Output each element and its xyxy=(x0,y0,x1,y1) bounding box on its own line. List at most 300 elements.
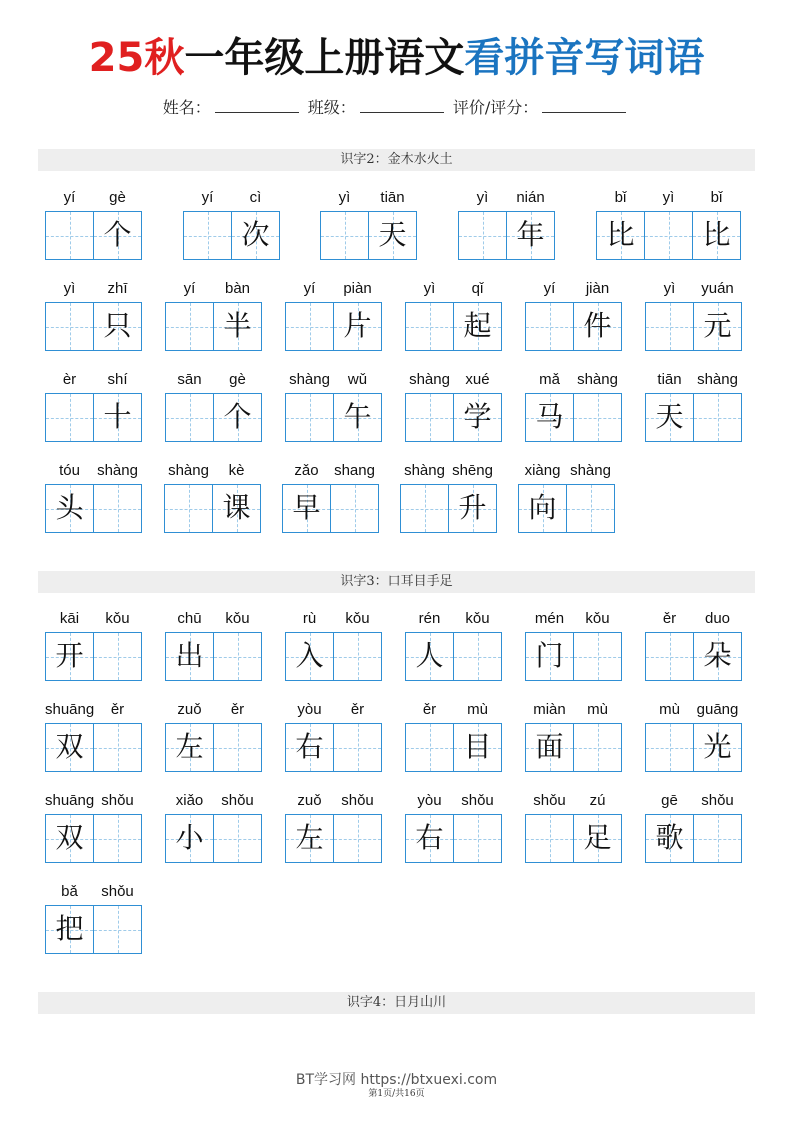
pinyin-label: yòu xyxy=(297,701,322,718)
pinyin-label: kǒu xyxy=(105,610,130,627)
pinyin-label: yì xyxy=(663,280,676,297)
tianzige-cell[interactable] xyxy=(405,814,454,863)
tianzige-cell[interactable] xyxy=(405,393,454,442)
given-character: 光 xyxy=(703,730,732,763)
tianzige-cell[interactable] xyxy=(573,632,622,681)
pinyin-label: qǐ xyxy=(471,280,484,297)
tianzige-cell[interactable] xyxy=(45,723,94,772)
pinyin-label: shí xyxy=(107,371,128,388)
blank-character xyxy=(526,303,573,350)
blank-character xyxy=(46,303,93,350)
word-item xyxy=(525,608,622,682)
tianzige-cell[interactable] xyxy=(573,814,622,863)
pinyin-label: chū xyxy=(177,610,202,627)
tianzige-cell[interactable] xyxy=(333,302,382,351)
blank-character xyxy=(574,633,621,680)
given-character: 午 xyxy=(343,400,372,433)
tianzige-cell[interactable] xyxy=(320,211,369,260)
pinyin-label: shǒu xyxy=(101,883,134,900)
pinyin-label: xué xyxy=(465,371,490,388)
blank-character xyxy=(94,815,141,862)
pinyin-label: kǒu xyxy=(345,610,370,627)
pinyin-label: shàng xyxy=(97,462,138,479)
pinyin-label: yì xyxy=(63,280,76,297)
pinyin-label: duo xyxy=(704,610,731,627)
word-item xyxy=(645,699,742,773)
tianzige-cell[interactable] xyxy=(93,723,142,772)
section-heading-3: 识字4：日月山川 xyxy=(38,992,755,1014)
word-item xyxy=(183,187,280,261)
word-item xyxy=(45,187,142,261)
tianzige-cell[interactable] xyxy=(458,211,507,260)
word-item xyxy=(285,608,382,682)
blank-character xyxy=(694,394,741,441)
blank-character xyxy=(406,394,453,441)
blank-character xyxy=(286,394,333,441)
pinyin-label: zú xyxy=(589,792,606,809)
tianzige-cell[interactable] xyxy=(93,211,142,260)
pinyin-label: shǒu xyxy=(221,792,254,809)
blank-character xyxy=(526,815,573,862)
pinyin-label: gè xyxy=(229,371,246,388)
pinyin-label: ěr xyxy=(110,701,125,718)
tianzige-cell[interactable] xyxy=(45,302,94,351)
blank-character xyxy=(46,394,93,441)
given-character: 起 xyxy=(463,309,492,342)
blank-character xyxy=(459,212,506,259)
page-number: 第1页/共16页 xyxy=(368,1089,425,1099)
given-character: 件 xyxy=(583,309,612,342)
tianzige-cell[interactable] xyxy=(453,723,502,772)
pinyin-label: kǒu xyxy=(225,610,250,627)
given-character: 双 xyxy=(55,730,84,763)
tianzige-cell[interactable] xyxy=(506,211,555,260)
tianzige-cell[interactable] xyxy=(285,302,334,351)
pinyin-label: shǒu xyxy=(701,792,734,809)
pinyin-label: jiàn xyxy=(585,280,610,297)
title-grade: 一年级上册语文 xyxy=(184,35,465,81)
blank-character xyxy=(94,724,141,771)
given-character: 开 xyxy=(55,639,84,672)
pinyin-label: piàn xyxy=(343,280,372,297)
word-item xyxy=(45,881,142,955)
blank-character xyxy=(574,724,621,771)
blank-character xyxy=(331,485,378,532)
pinyin-label: mù xyxy=(587,701,608,718)
pinyin-label: yì xyxy=(423,280,436,297)
pinyin-label: bàn xyxy=(224,280,251,297)
tianzige-cell[interactable] xyxy=(93,814,142,863)
section-heading-1: 识字2：金木水火土 xyxy=(38,149,755,171)
blank-character xyxy=(646,724,693,771)
pinyin-label: shang xyxy=(334,462,375,479)
pinyin-label: rén xyxy=(418,610,441,627)
pinyin-label: zhī xyxy=(107,280,128,297)
given-character: 个 xyxy=(223,400,252,433)
pinyin-label: cì xyxy=(249,189,262,206)
tianzige-cell[interactable] xyxy=(93,302,142,351)
tianzige-cell[interactable] xyxy=(165,393,214,442)
tianzige-cell[interactable] xyxy=(333,393,382,442)
pinyin-label: tiān xyxy=(380,189,405,206)
tianzige-cell[interactable] xyxy=(525,632,574,681)
tianzige-cell[interactable] xyxy=(453,302,502,351)
tianzige-cell[interactable] xyxy=(93,632,142,681)
blank-character xyxy=(94,633,141,680)
given-character: 升 xyxy=(458,491,487,524)
pinyin-label: kǒu xyxy=(585,610,610,627)
tianzige-cell[interactable] xyxy=(45,393,94,442)
tianzige-cell[interactable] xyxy=(525,393,574,442)
given-character: 十 xyxy=(103,400,132,433)
tianzige-cell[interactable] xyxy=(405,723,454,772)
pinyin-label: nián xyxy=(516,189,545,206)
blank-character xyxy=(286,303,333,350)
pinyin-label: shàng xyxy=(168,462,209,479)
pinyin-label: shǒu xyxy=(341,792,374,809)
given-character: 次 xyxy=(241,218,270,251)
tianzige-cell[interactable] xyxy=(453,814,502,863)
pinyin-label: kāi xyxy=(59,610,80,627)
blank-character xyxy=(166,394,213,441)
given-character: 半 xyxy=(223,309,252,342)
word-item xyxy=(45,790,142,864)
given-character: 课 xyxy=(222,491,251,524)
pinyin-label: yì xyxy=(662,189,675,206)
tianzige-cell[interactable] xyxy=(285,814,334,863)
pinyin-label: shǒu xyxy=(101,792,134,809)
word-item xyxy=(165,278,262,352)
tianzige-cell[interactable] xyxy=(165,814,214,863)
tianzige-cell[interactable] xyxy=(333,632,382,681)
pinyin-label: zuǒ xyxy=(297,792,322,809)
given-character: 早 xyxy=(292,491,321,524)
given-character: 入 xyxy=(295,639,324,672)
pinyin-label: xiǎo xyxy=(175,792,204,809)
blank-character xyxy=(214,724,261,771)
pinyin-label: yí xyxy=(303,280,316,297)
word-item xyxy=(525,699,622,773)
given-character: 片 xyxy=(343,309,372,342)
tianzige-cell[interactable] xyxy=(231,211,280,260)
pinyin-label: shàng xyxy=(404,462,445,479)
pinyin-label: zuǒ xyxy=(177,701,202,718)
given-character: 左 xyxy=(175,730,204,763)
given-character: 歌 xyxy=(655,821,684,854)
given-character: 足 xyxy=(583,821,612,854)
blank-character xyxy=(645,212,692,259)
given-character: 头 xyxy=(55,491,84,524)
tianzige-cell[interactable] xyxy=(212,484,261,533)
pinyin-label: yí xyxy=(63,189,76,206)
tianzige-cell[interactable] xyxy=(573,393,622,442)
pinyin-label: gè xyxy=(109,189,126,206)
blank-character xyxy=(406,303,453,350)
given-character: 小 xyxy=(175,821,204,854)
blank-character xyxy=(454,815,501,862)
pinyin-label: yì xyxy=(476,189,489,206)
tianzige-cell[interactable] xyxy=(213,632,262,681)
tianzige-cell[interactable] xyxy=(93,484,142,533)
given-character: 门 xyxy=(535,639,564,672)
given-character: 面 xyxy=(535,730,564,763)
blank-character xyxy=(334,724,381,771)
pinyin-label: sān xyxy=(177,371,202,388)
blank-character xyxy=(567,485,614,532)
blank-character xyxy=(406,724,453,771)
pinyin-label: ěr xyxy=(422,701,437,718)
blank-character xyxy=(694,815,741,862)
tianzige-cell[interactable] xyxy=(285,723,334,772)
given-character: 目 xyxy=(463,730,492,763)
word-item xyxy=(320,187,417,261)
pinyin-label: shuāng xyxy=(45,792,95,809)
tianzige-cell[interactable] xyxy=(45,905,94,954)
pinyin-label: ěr xyxy=(662,610,677,627)
tianzige-cell[interactable] xyxy=(566,484,615,533)
tianzige-cell[interactable] xyxy=(525,814,574,863)
given-character: 比 xyxy=(702,218,731,251)
tianzige-cell[interactable] xyxy=(400,484,449,533)
tianzige-cell[interactable] xyxy=(368,211,417,260)
tianzige-cell[interactable] xyxy=(213,723,262,772)
word-item xyxy=(164,460,261,534)
title-task: 看拼音写词语 xyxy=(464,35,705,81)
blank-character xyxy=(334,815,381,862)
footer-site: BT学习网 https://btxuexi.com xyxy=(295,1072,498,1088)
tianzige-cell[interactable] xyxy=(645,302,694,351)
pinyin-label: yí xyxy=(201,189,214,206)
tianzige-cell[interactable] xyxy=(645,814,694,863)
word-item xyxy=(458,187,555,261)
tianzige-cell[interactable] xyxy=(165,723,214,772)
blank-character xyxy=(46,212,93,259)
blank-character xyxy=(94,485,141,532)
tianzige-cell[interactable] xyxy=(213,814,262,863)
given-character: 学 xyxy=(463,400,492,433)
given-character: 天 xyxy=(378,218,407,251)
word-item xyxy=(45,278,142,352)
title-season: 25秋 xyxy=(88,35,185,81)
tianzige-cell[interactable] xyxy=(285,632,334,681)
word-item xyxy=(405,699,502,773)
blank-character xyxy=(184,212,231,259)
word-item xyxy=(285,790,382,864)
given-character: 向 xyxy=(528,491,557,524)
tianzige-cell[interactable] xyxy=(93,905,142,954)
tianzige-cell[interactable] xyxy=(164,484,213,533)
given-character: 把 xyxy=(55,912,84,945)
pinyin-label: gē xyxy=(661,792,678,809)
given-character: 元 xyxy=(703,309,732,342)
pinyin-label: shàng xyxy=(697,371,738,388)
given-character: 天 xyxy=(655,400,684,433)
tianzige-cell[interactable] xyxy=(165,632,214,681)
word-item xyxy=(405,608,502,682)
word-item xyxy=(525,790,622,864)
tianzige-cell[interactable] xyxy=(525,723,574,772)
tianzige-cell[interactable] xyxy=(693,632,742,681)
blank-character xyxy=(321,212,368,259)
blank-character xyxy=(166,303,213,350)
blank-character xyxy=(214,633,261,680)
pinyin-label: tóu xyxy=(59,462,80,479)
pinyin-label: bǐ xyxy=(710,189,723,206)
pinyin-label: ěr xyxy=(230,701,245,718)
tianzige-cell[interactable] xyxy=(183,211,232,260)
word-item xyxy=(285,699,382,773)
tianzige-cell[interactable] xyxy=(645,632,694,681)
word-item xyxy=(282,460,379,534)
blank-character xyxy=(646,303,693,350)
given-character: 出 xyxy=(175,639,204,672)
pinyin-label: kè xyxy=(228,462,245,479)
word-item xyxy=(645,278,742,352)
pinyin-label: rù xyxy=(302,610,317,627)
word-item xyxy=(645,369,742,443)
word-item xyxy=(165,790,262,864)
word-item xyxy=(518,460,615,534)
word-item xyxy=(405,369,502,443)
tianzige-cell[interactable] xyxy=(93,393,142,442)
pinyin-label: mù xyxy=(659,701,680,718)
name-label: 姓名： xyxy=(162,98,211,117)
tianzige-cell[interactable] xyxy=(213,302,262,351)
pinyin-label: tiān xyxy=(657,371,682,388)
tianzige-cell[interactable] xyxy=(405,302,454,351)
tianzige-cell[interactable] xyxy=(518,484,567,533)
given-character: 右 xyxy=(415,821,444,854)
given-character: 左 xyxy=(295,821,324,854)
pinyin-label: yòu xyxy=(417,792,442,809)
pinyin-label: yí xyxy=(543,280,556,297)
word-item xyxy=(285,278,382,352)
tianzige-cell[interactable] xyxy=(693,302,742,351)
given-character: 比 xyxy=(606,218,635,251)
word-item xyxy=(45,460,142,534)
pinyin-label: bǎ xyxy=(61,883,78,900)
tianzige-cell[interactable] xyxy=(45,484,94,533)
given-character: 右 xyxy=(295,730,324,763)
word-item xyxy=(165,369,262,443)
tianzige-cell[interactable] xyxy=(644,211,693,260)
blank-character xyxy=(165,485,212,532)
pinyin-label: shàng xyxy=(289,371,330,388)
tianzige-cell[interactable] xyxy=(693,814,742,863)
word-item xyxy=(525,369,622,443)
section-heading-2: 识字3：口耳目手足 xyxy=(38,571,755,593)
tianzige-cell[interactable] xyxy=(645,393,694,442)
given-character: 年 xyxy=(516,218,545,251)
blank-character xyxy=(401,485,448,532)
pinyin-label: zǎo xyxy=(294,462,319,479)
pinyin-label: shǒu xyxy=(461,792,494,809)
tianzige-cell[interactable] xyxy=(282,484,331,533)
pinyin-label: mén xyxy=(534,610,565,627)
word-item xyxy=(400,460,497,534)
tianzige-cell[interactable] xyxy=(573,723,622,772)
given-character: 朵 xyxy=(703,639,732,672)
tianzige-cell[interactable] xyxy=(213,393,262,442)
blank-character xyxy=(334,633,381,680)
score-label: 评价/评分： xyxy=(452,98,539,117)
pinyin-label: miàn xyxy=(533,701,566,718)
pinyin-label: mǎ xyxy=(539,371,560,388)
given-character: 马 xyxy=(535,400,564,433)
blank-character xyxy=(94,906,141,953)
pinyin-label: yuán xyxy=(701,280,734,297)
word-item xyxy=(525,278,622,352)
blank-character xyxy=(574,394,621,441)
tianzige-cell[interactable] xyxy=(645,723,694,772)
tianzige-cell[interactable] xyxy=(525,302,574,351)
tianzige-cell[interactable] xyxy=(405,632,454,681)
pinyin-label: bǐ xyxy=(614,189,627,206)
tianzige-cell[interactable] xyxy=(45,632,94,681)
word-item xyxy=(285,369,382,443)
pinyin-label: shàng xyxy=(577,371,618,388)
word-item xyxy=(645,790,742,864)
tianzige-cell[interactable] xyxy=(165,302,214,351)
given-character: 个 xyxy=(103,218,132,251)
word-item xyxy=(165,699,262,773)
pinyin-label: shuāng xyxy=(45,701,95,718)
word-item xyxy=(405,790,502,864)
pinyin-label: kǒu xyxy=(465,610,490,627)
given-character: 双 xyxy=(55,821,84,854)
tianzige-cell[interactable] xyxy=(693,723,742,772)
blank-character xyxy=(454,633,501,680)
pinyin-label: yí xyxy=(183,280,196,297)
tianzige-cell[interactable] xyxy=(45,814,94,863)
pinyin-label: shàng xyxy=(409,371,450,388)
blank-character xyxy=(214,815,261,862)
word-item xyxy=(45,608,142,682)
word-item xyxy=(165,608,262,682)
pinyin-label: yì xyxy=(338,189,351,206)
tianzige-cell[interactable] xyxy=(596,211,645,260)
pinyin-label: guāng xyxy=(696,701,739,718)
word-item xyxy=(645,608,742,682)
given-character: 人 xyxy=(415,639,444,672)
blank-character xyxy=(646,633,693,680)
pinyin-label: shǒu xyxy=(533,792,566,809)
pinyin-label: mù xyxy=(467,701,488,718)
tianzige-cell[interactable] xyxy=(693,393,742,442)
pinyin-label: shēng xyxy=(452,462,493,479)
given-character: 只 xyxy=(103,309,132,342)
word-item xyxy=(405,278,502,352)
tianzige-cell[interactable] xyxy=(330,484,379,533)
class-label: 班级： xyxy=(307,98,356,117)
pinyin-label: xiàng xyxy=(524,462,561,479)
tianzige-cell[interactable] xyxy=(333,814,382,863)
tianzige-cell[interactable] xyxy=(45,211,94,260)
pinyin-label: èr xyxy=(62,371,77,388)
tianzige-cell[interactable] xyxy=(573,302,622,351)
tianzige-cell[interactable] xyxy=(453,632,502,681)
pinyin-label: ěr xyxy=(350,701,365,718)
tianzige-cell[interactable] xyxy=(448,484,497,533)
word-item xyxy=(45,699,142,773)
tianzige-cell[interactable] xyxy=(453,393,502,442)
tianzige-cell[interactable] xyxy=(285,393,334,442)
word-item xyxy=(45,369,142,443)
pinyin-label: wǔ xyxy=(347,371,368,388)
word-item xyxy=(596,187,741,261)
tianzige-cell[interactable] xyxy=(333,723,382,772)
tianzige-cell[interactable] xyxy=(692,211,741,260)
